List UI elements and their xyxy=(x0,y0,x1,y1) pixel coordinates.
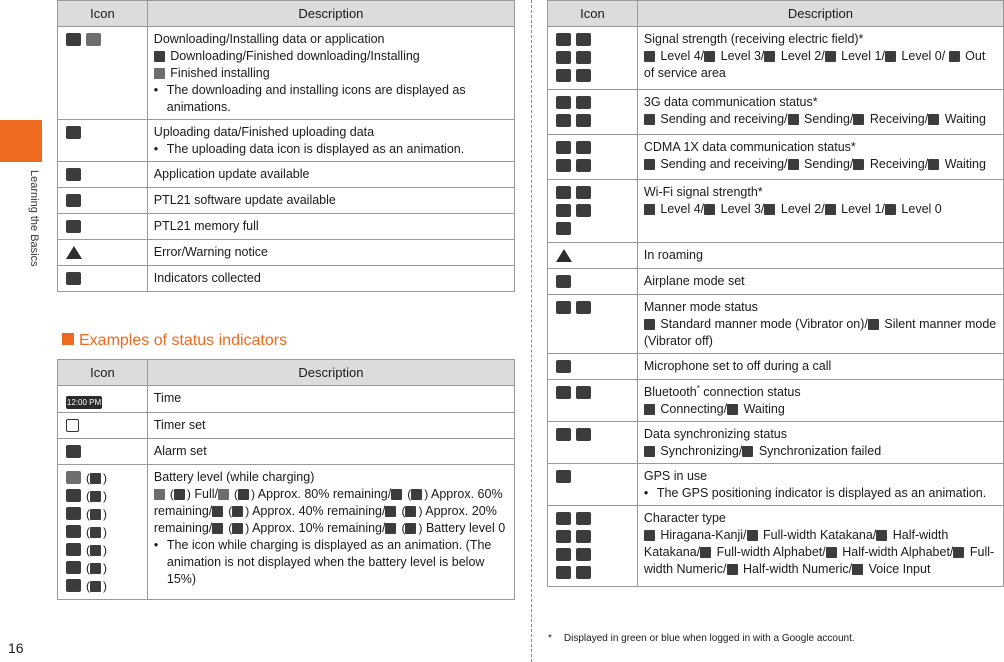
row-text: Microphone set to off during a call xyxy=(637,354,1003,380)
alarm-icon xyxy=(66,445,81,458)
signal-icon xyxy=(704,51,715,62)
row-title: Character type xyxy=(643,511,726,525)
battery-icon xyxy=(385,506,396,517)
row-text: Half-width Numeric/ xyxy=(743,562,853,576)
row-text: Level 2/ xyxy=(780,49,825,63)
row-text: Full-width Katakana/ xyxy=(763,528,877,542)
header-icon: Icon xyxy=(58,360,148,386)
battery-charging-icon xyxy=(405,523,416,534)
row-text: Sending/ xyxy=(804,157,854,171)
battery-icon xyxy=(66,561,81,574)
battery-icon xyxy=(66,525,81,538)
3g-data-icon xyxy=(576,96,591,109)
table-row xyxy=(58,27,515,120)
row-text: Receiving/ xyxy=(869,157,929,171)
row-text: Application update available xyxy=(147,162,514,188)
row-text: Alarm set xyxy=(147,439,514,465)
numeric-icon xyxy=(953,547,964,558)
footnote xyxy=(548,633,855,644)
cdma-data-icon xyxy=(556,159,571,172)
hiragana-icon xyxy=(556,512,571,525)
column-divider xyxy=(531,0,532,662)
bullet-note: • The downloading and installing icons are displayed as animations. xyxy=(154,82,508,116)
cdma-data-icon xyxy=(788,159,799,170)
row-text: Sending/ xyxy=(804,112,854,126)
half-alphabet-icon xyxy=(556,548,571,561)
bluetooth-icon xyxy=(556,386,571,399)
numeric-icon xyxy=(576,548,591,561)
header-description: Description xyxy=(147,360,514,386)
out-of-service-icon xyxy=(949,51,960,62)
row-text: Silent manner mode (Vibrator off) xyxy=(643,317,997,348)
row-text: Half-width Alphabet/ xyxy=(842,545,954,559)
row-text: In roaming xyxy=(637,243,1003,269)
row-text: PTL21 software update available xyxy=(147,188,514,214)
software-update-icon xyxy=(66,194,81,207)
memory-full-icon xyxy=(66,220,81,233)
3g-data-icon xyxy=(928,114,939,125)
wifi-icon xyxy=(764,204,775,215)
row-title: Uploading data/Finished uploading data xyxy=(153,125,375,139)
sync-failed-icon xyxy=(576,428,591,441)
battery-icon xyxy=(66,489,81,502)
row-text: Waiting xyxy=(944,157,986,171)
3g-data-icon xyxy=(644,114,655,125)
row-text: Time xyxy=(147,386,514,413)
voice-input-icon xyxy=(852,564,863,575)
row-text: Level 4/ xyxy=(660,202,705,216)
footnote-mark: * xyxy=(548,633,552,644)
table-row xyxy=(548,380,1004,422)
battery-charging-icon xyxy=(90,527,101,538)
battery-charging-icon xyxy=(174,489,185,500)
section-title-text: Examples of status indicators xyxy=(79,332,288,349)
section-tab-marker xyxy=(0,120,42,162)
bullet-note: • The icon while charging is displayed as an animation. (The animation is not displayed when the battery level is below 15%) xyxy=(154,537,508,588)
row-text: Sending and receiving/ xyxy=(660,157,788,171)
table-row xyxy=(548,269,1004,295)
battery-icon xyxy=(212,506,223,517)
bullet-note: • The GPS positioning indicator is displayed as an animation. xyxy=(644,485,997,502)
row-title: Data synchronizing status xyxy=(643,427,788,441)
hiragana-icon xyxy=(644,530,655,541)
notification-icons-table xyxy=(57,0,515,292)
row-text: Indicators collected xyxy=(147,266,514,292)
wifi-icon xyxy=(644,204,655,215)
row-title: Battery level (while charging) xyxy=(153,470,315,484)
3g-data-icon xyxy=(556,114,571,127)
battery-empty-icon xyxy=(385,523,396,534)
battery-charging-icon xyxy=(232,506,243,517)
cdma-data-icon xyxy=(928,159,939,170)
cdma-data-icon xyxy=(576,159,591,172)
battery-icon xyxy=(212,523,223,534)
row-text: Waiting xyxy=(743,402,785,416)
row-title: CDMA 1X data communication status* xyxy=(643,140,856,154)
table-row xyxy=(58,188,515,214)
3g-data-icon xyxy=(556,96,571,109)
square-bullet-icon xyxy=(62,333,74,345)
row-text: Sending and receiving/ xyxy=(660,112,788,126)
bluetooth-icon xyxy=(576,386,591,399)
table-row xyxy=(548,464,1004,506)
signal-icon xyxy=(556,51,571,64)
table-row xyxy=(58,266,515,292)
battery-charging-icon xyxy=(90,545,101,556)
row-title: Manner mode status xyxy=(643,300,758,314)
row-text: Approx. 20% remaining/ xyxy=(153,504,497,535)
row-text: Approx. 10% remaining/ xyxy=(252,521,386,535)
row-title: GPS in use xyxy=(643,469,708,483)
out-of-service-icon xyxy=(576,69,591,82)
upload-icon xyxy=(66,126,81,139)
table-row xyxy=(58,439,515,465)
table-row xyxy=(548,506,1004,587)
app-update-icon xyxy=(66,168,81,181)
wifi-icon xyxy=(556,186,571,199)
row-text: Synchronizing/ xyxy=(660,444,743,458)
signal-icon xyxy=(576,51,591,64)
cdma-data-icon xyxy=(576,141,591,154)
warning-icon xyxy=(66,246,82,259)
table-row xyxy=(58,120,515,162)
wifi-icon xyxy=(556,222,571,235)
wifi-icon xyxy=(825,204,836,215)
download-icon xyxy=(66,33,81,46)
battery-icon xyxy=(66,543,81,556)
row-text: Out of service area xyxy=(643,49,986,80)
half-alphabet-icon xyxy=(826,547,837,558)
table-row xyxy=(548,354,1004,380)
battery-icon xyxy=(66,507,81,520)
wifi-icon xyxy=(885,204,896,215)
row-text: Half-width Katakana/ xyxy=(643,528,949,559)
3g-data-icon xyxy=(853,114,864,125)
signal-icon xyxy=(885,51,896,62)
signal-icon xyxy=(764,51,775,62)
battery-icon xyxy=(391,489,402,500)
3g-data-icon xyxy=(576,114,591,127)
footnote-text: Displayed in green or blue when logged in with a Google account. xyxy=(563,633,855,644)
signal-icon xyxy=(576,33,591,46)
battery-charging-icon xyxy=(90,581,101,592)
row-text: Voice Input xyxy=(868,562,931,576)
bullet-note: • The uploading data icon is displayed as an animation. xyxy=(154,141,508,158)
row-text: Receiving/ xyxy=(869,112,929,126)
hourglass-icon xyxy=(66,419,79,432)
install-icon xyxy=(86,33,101,46)
silent-icon xyxy=(576,301,591,314)
battery-charging-icon xyxy=(238,489,249,500)
row-text: PTL21 memory full xyxy=(147,214,514,240)
table-row xyxy=(548,180,1004,243)
vibrate-icon xyxy=(644,319,655,330)
battery-icon xyxy=(66,471,81,484)
row-text: Level 1/ xyxy=(841,202,885,216)
row-title: Wi-Fi signal strength* xyxy=(643,185,763,199)
cdma-data-icon xyxy=(644,159,655,170)
status-indicators-table xyxy=(57,359,515,600)
table-row xyxy=(58,240,515,266)
row-title: Bluetooth xyxy=(643,385,697,399)
bluetooth-icon xyxy=(727,404,738,415)
table-row xyxy=(58,386,515,413)
signal-icon xyxy=(556,69,571,82)
row-text: Level 0/ xyxy=(901,49,946,63)
row-text: Level 0 xyxy=(901,202,942,216)
signal-icon xyxy=(644,51,655,62)
airplane-icon xyxy=(556,275,571,288)
row-text: Full/ xyxy=(194,487,218,501)
table-row xyxy=(58,413,515,439)
row-text: Synchronization failed xyxy=(758,444,882,458)
row-text: Error/Warning notice xyxy=(147,240,514,266)
half-katakana-icon xyxy=(556,530,571,543)
half-katakana-icon xyxy=(876,530,887,541)
row-text: Approx. 40% remaining/ xyxy=(252,504,386,518)
vibrate-icon xyxy=(556,301,571,314)
alphabet-icon xyxy=(700,547,711,558)
row-title: Signal strength (receiving electric field)* xyxy=(643,32,864,46)
voice-input-icon xyxy=(576,566,591,579)
row-text: Approx. 60% remaining/ xyxy=(153,487,503,518)
row-title: Downloading/Installing data or application xyxy=(153,32,385,46)
battery-charging-icon xyxy=(411,489,422,500)
battery-charging-icon xyxy=(90,509,101,520)
installed-icon xyxy=(154,68,165,79)
table-row xyxy=(548,243,1004,269)
3g-data-icon xyxy=(788,114,799,125)
row-title: 3G data communication status* xyxy=(643,95,818,109)
wifi-icon xyxy=(576,186,591,199)
cdma-data-icon xyxy=(556,141,571,154)
battery-icon xyxy=(218,489,229,500)
row-text: Level 4/ xyxy=(660,49,705,63)
row-title: connection status xyxy=(699,385,801,399)
table-row xyxy=(548,27,1004,90)
download-icon xyxy=(154,51,165,62)
alphabet-icon xyxy=(576,530,591,543)
row-text: Hiragana-Kanji/ xyxy=(660,528,747,542)
table-row xyxy=(548,135,1004,180)
battery-charging-icon xyxy=(90,473,101,484)
half-numeric-icon xyxy=(727,564,738,575)
battery-charging-icon xyxy=(90,491,101,502)
row-text: Level 3/ xyxy=(720,49,765,63)
katakana-icon xyxy=(747,530,758,541)
row-text: Finished installing xyxy=(170,66,270,80)
table-row xyxy=(548,90,1004,135)
section-heading xyxy=(62,332,287,350)
row-text: Battery level 0 xyxy=(425,521,506,535)
header-icon: Icon xyxy=(548,1,638,27)
signal-icon xyxy=(556,33,571,46)
bluetooth-icon xyxy=(644,404,655,415)
battery-empty-icon xyxy=(66,579,81,592)
row-text: Level 1/ xyxy=(841,49,885,63)
row-text: Standard manner mode (Vibrator on)/ xyxy=(660,317,868,331)
row-text: Waiting xyxy=(944,112,986,126)
table-row xyxy=(58,465,515,600)
header-icon: Icon xyxy=(58,1,148,27)
row-text: Connecting/ xyxy=(660,402,728,416)
row-text: Full-width Alphabet/ xyxy=(716,545,826,559)
table-row xyxy=(548,422,1004,464)
cdma-data-icon xyxy=(853,159,864,170)
header-description: Description xyxy=(147,1,514,27)
sync-failed-icon xyxy=(742,446,753,457)
table-row xyxy=(58,162,515,188)
row-text: Level 2/ xyxy=(780,202,825,216)
footnote-mark: * xyxy=(696,383,700,393)
signal-icon xyxy=(825,51,836,62)
row-text: Airplane mode set xyxy=(637,269,1003,295)
wifi-icon xyxy=(556,204,571,217)
header-description: Description xyxy=(637,1,1003,27)
sync-icon xyxy=(556,428,571,441)
roaming-icon xyxy=(556,249,572,262)
row-text: Full-width Numeric/ xyxy=(643,545,995,576)
wifi-icon xyxy=(576,204,591,217)
half-numeric-icon xyxy=(556,566,571,579)
mic-off-icon xyxy=(556,360,571,373)
battery-icon xyxy=(154,489,165,500)
row-text: Approx. 80% remaining/ xyxy=(257,487,392,501)
clock-icon: 12:00 PM xyxy=(66,398,102,407)
battery-charging-icon xyxy=(90,563,101,574)
sync-icon xyxy=(644,446,655,457)
gps-icon xyxy=(556,470,571,483)
row-text: Downloading/Finished downloading/Installing xyxy=(170,49,420,63)
wifi-icon xyxy=(704,204,715,215)
page-number: 16 xyxy=(8,640,24,656)
table-row xyxy=(548,295,1004,354)
silent-icon xyxy=(868,319,879,330)
battery-charging-icon xyxy=(405,506,416,517)
katakana-icon xyxy=(576,512,591,525)
side-label: Learning the Basics xyxy=(28,170,40,267)
indicators-collected-icon xyxy=(66,272,81,285)
table-row xyxy=(58,214,515,240)
row-text: Level 3/ xyxy=(720,202,765,216)
battery-charging-icon xyxy=(232,523,243,534)
row-text: Timer set xyxy=(147,413,514,439)
status-indicators-table-continued xyxy=(547,0,1004,587)
